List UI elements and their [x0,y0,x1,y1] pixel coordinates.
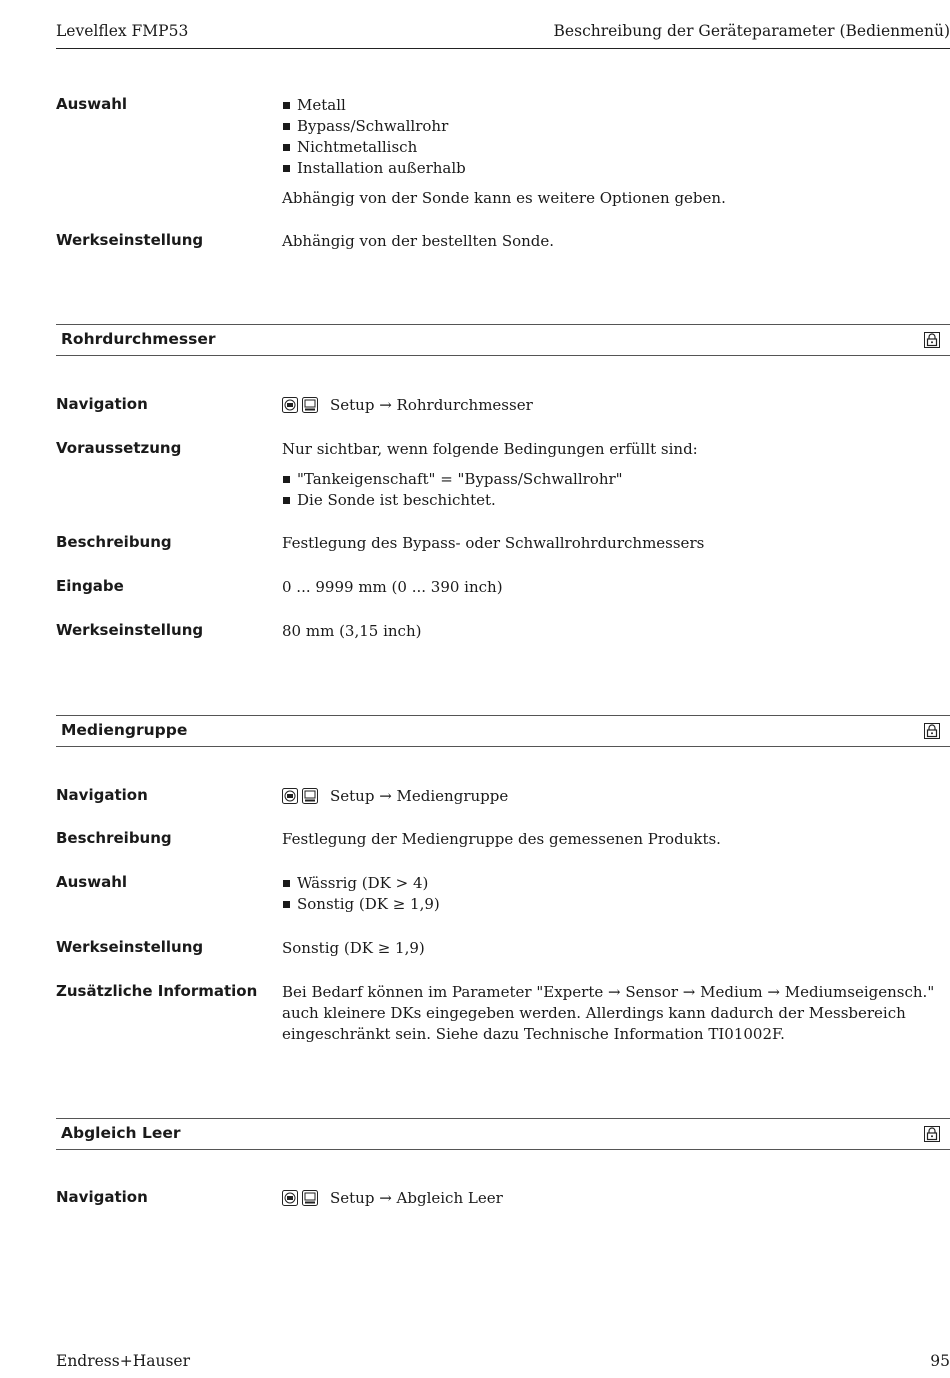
navigation-label: Navigation [56,1188,148,1206]
list-item: Die Sonde ist beschichtet. [282,490,942,511]
list-item: Metall [282,95,942,116]
page-number: 95 [930,1352,950,1370]
list-item: Nichtmetallisch [282,137,942,158]
navigation-path: Setup → Rohrdurchmesser [330,396,533,414]
voraussetzung-value [282,439,942,511]
werkseinstellung-label: Werkseinstellung [56,231,204,249]
zusaetzliche-information-value: Bei Bedarf können im Parameter "Experte → Sensor → Medium → Mediumseigensch." auch kleinere DKs eingegeben werden. Allerdings kann dadurch der Messbereich eingeschränkt sein. Siehe dazu Technische Information TI01002F. [282,983,935,1043]
beschreibung-value: Festlegung der Mediengruppe des gemessenen Produkts. [282,830,721,848]
navigation-path: Setup → Mediengruppe [330,787,509,805]
eingabe-value: 0 ... 9999 mm (0 ... 390 inch) [282,578,503,596]
werkseinstellung-value: 80 mm (3,15 inch) [282,622,422,640]
navigation-path: Setup → Abgleich Leer [330,1189,503,1207]
navigation-icons [282,397,322,419]
section-title: Mediengruppe [61,721,188,739]
display-icon [302,397,318,413]
operating-menu-icon [282,397,298,413]
list-item: Bypass/Schwallrohr [282,116,942,137]
page-header [56,22,950,49]
navigation-icons [282,788,322,810]
beschreibung-label: Beschreibung [56,533,172,551]
navigation-label: Navigation [56,395,148,413]
list-item: "Tankeigenschaft" = "Bypass/Schwallrohr" [282,469,942,490]
zusaetzliche-information-label: Zusätzliche Information [56,982,258,1000]
section-abgleich-leer [56,1118,950,1150]
navigation-value [282,395,942,419]
eingabe-label: Eingabe [56,577,124,595]
voraussetzung-label: Voraussetzung [56,439,182,457]
section-mediengruppe [56,715,950,747]
werkseinstellung-value: Abhängig von der bestellten Sonde. [282,232,555,250]
werkseinstellung-label: Werkseinstellung [56,938,204,956]
section-title: Rohrdurchmesser [61,330,216,348]
werkseinstellung-label: Werkseinstellung [56,621,204,639]
operating-menu-icon [282,788,298,804]
lock-icon [924,1126,940,1142]
voraussetzung-intro: Nur sichtbar, wenn folgende Bedingungen erfüllt sind: [282,440,698,458]
section-rohrdurchmesser [56,324,950,356]
auswahl-value [282,95,942,209]
list-item: Sonstig (DK ≥ 1,9) [282,894,942,915]
beschreibung-label: Beschreibung [56,829,172,847]
lock-icon [924,723,940,739]
lock-icon [924,332,940,348]
footer-company: Endress+Hauser [56,1352,190,1370]
navigation-value [282,786,942,810]
navigation-icons [282,1190,322,1212]
auswahl-label: Auswahl [56,873,128,891]
navigation-label: Navigation [56,786,148,804]
auswahl-value [282,873,942,915]
display-icon [302,1190,318,1206]
list-item: Installation außerhalb [282,158,942,179]
section-title: Abgleich Leer [61,1124,181,1142]
beschreibung-value: Festlegung des Bypass- oder Schwallrohrdurchmessers [282,534,705,552]
operating-menu-icon [282,1190,298,1206]
auswahl-note: Abhängig von der Sonde kann es weitere Optionen geben. [282,189,726,207]
navigation-value [282,1188,942,1212]
header-chapter: Beschreibung der Geräteparameter (Bedienmenü) [553,22,950,40]
auswahl-label: Auswahl [56,95,128,113]
werkseinstellung-value: Sonstig (DK ≥ 1,9) [282,939,425,957]
header-product: Levelflex FMP53 [56,22,189,40]
list-item: Wässrig (DK > 4) [282,873,942,894]
display-icon [302,788,318,804]
page-footer [56,1352,950,1374]
